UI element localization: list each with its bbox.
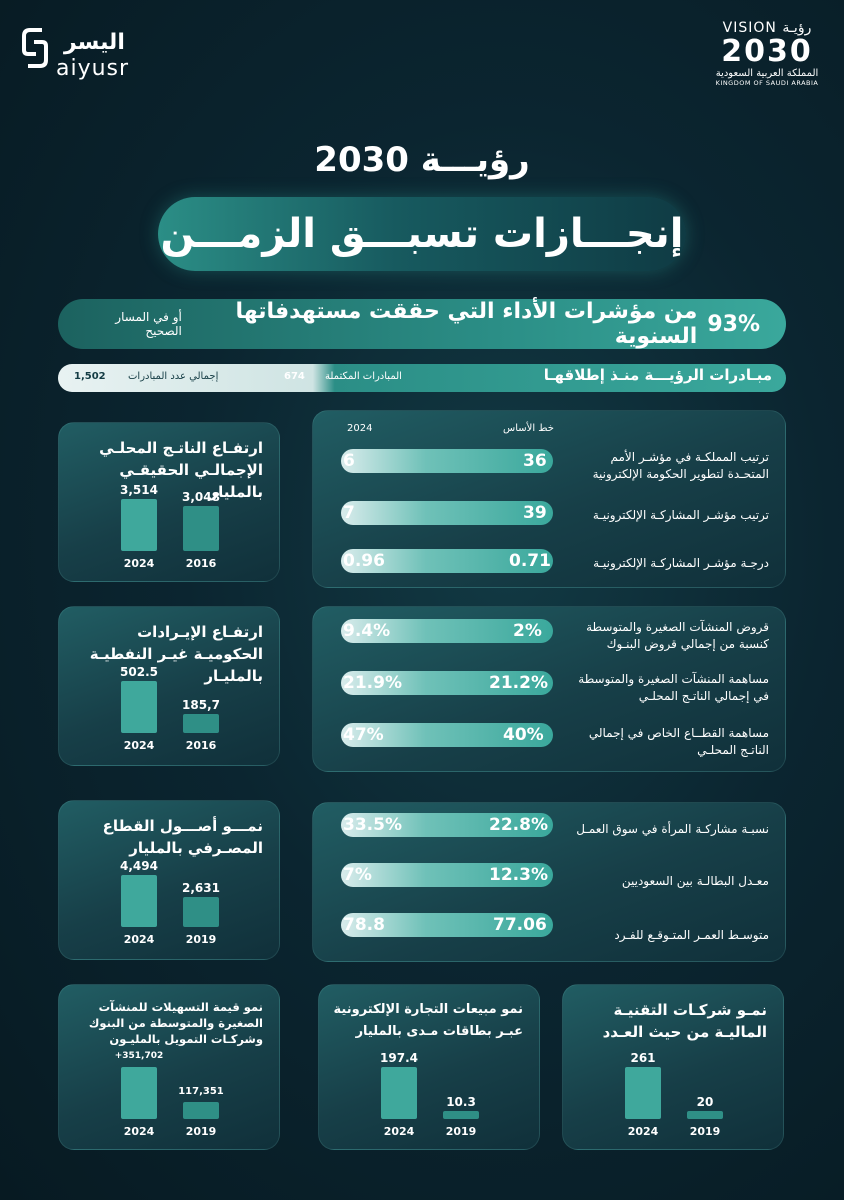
page-title: رؤيـــة 2030 — [314, 140, 530, 180]
card-ecommerce — [318, 984, 540, 1150]
indicator-bar — [341, 501, 553, 525]
indicator-current-value: 21.9% — [343, 673, 402, 693]
indicator-label: متوسـط العمـر المتـوقـع للفـرد — [614, 928, 769, 942]
kpi-text: من مؤشرات الأداء التي حققت مستهدفاتها السنوية — [235, 299, 698, 349]
indicator-label: معـدل البطالـة بين السعوديين — [621, 874, 769, 888]
bar-old — [183, 1102, 219, 1119]
indicator-baseline-value: 39 — [523, 503, 547, 523]
value-new: 502.5 — [120, 665, 158, 679]
indicator-label: درجـة مؤشـر المشاركـة الإلكترونيـة — [593, 556, 769, 570]
value-new: 261 — [630, 1051, 656, 1065]
initiatives-completed-label: المبادرات المكتملة — [325, 371, 402, 382]
bar-old — [183, 714, 219, 733]
value-old: 10.3 — [446, 1095, 476, 1109]
kpi-banner — [58, 299, 786, 349]
year-new: 2024 — [123, 933, 155, 946]
kpi-subtext: أو في المسار الصحيح — [115, 310, 182, 338]
value-old: 2,631 — [182, 880, 220, 895]
card-gdp — [58, 422, 280, 582]
ayusr-arabic-name: اليسر — [64, 30, 125, 55]
indicator-baseline-value: 36 — [523, 451, 547, 471]
vision-year: 2030 — [721, 34, 813, 69]
indicator-baseline-value: 12.3% — [489, 865, 548, 885]
bar-new — [121, 1067, 157, 1119]
initiatives-total-label: إجمالي عدد المبادرات — [128, 371, 219, 382]
year-new: 2024 — [627, 1125, 659, 1138]
indicator-baseline-value: 77.06 — [493, 915, 547, 935]
card-title: نمو قيمة التسهيلات للمنشآت الصغيرة والمتوسطة من البنوك وشركـات التمويل بالمليـون — [88, 1000, 263, 1046]
vision-kingdom-en: KINGDOM OF SAUDI ARABIA — [715, 79, 819, 87]
value-new: +351,702 — [114, 1051, 164, 1061]
card-sme-facilities — [58, 984, 280, 1150]
year-new: 2024 — [383, 1125, 415, 1138]
indicator-bar — [341, 449, 553, 473]
indicator-label: ترتيب مؤشـر المشاركـة الإلكترونيـة — [592, 508, 769, 522]
initiatives-completed-value: 674 — [284, 371, 305, 382]
vision-2030-logo — [712, 20, 822, 100]
card-title: ارتفـاع الناتـج المحلـي الإجمالـي الحقيقـي بالمليار — [99, 439, 263, 501]
value-new: 4,494 — [120, 859, 158, 873]
indicator-baseline-value: 21.2% — [489, 673, 548, 693]
bar-old — [687, 1111, 723, 1119]
bar-old — [183, 506, 219, 551]
ayusr-latin-name: aiyusr — [56, 56, 130, 81]
year-new: 2024 — [123, 557, 155, 570]
indicator-current-value: 7% — [343, 865, 372, 885]
indicator-current-value: 9.4% — [343, 621, 391, 641]
bar-new — [121, 681, 157, 733]
initiatives-title: مبـادرات الرؤيـــة منـذ إطلاقهـا — [543, 366, 772, 384]
year-new: 2024 — [123, 739, 155, 752]
bar-new — [381, 1067, 417, 1119]
vision-kingdom-ar: المملكة العربية السعودية — [715, 68, 819, 79]
bar-old — [183, 897, 219, 927]
value-new: 3,514 — [120, 483, 158, 497]
card-banking-assets — [58, 800, 280, 960]
ayusr-logo — [22, 24, 142, 84]
initiatives-total-value: 1,502 — [74, 371, 106, 382]
year-old: 2016 — [185, 739, 217, 752]
vision-label: VISION رؤيـة — [722, 20, 812, 36]
indicator-current-value: 0.96 — [343, 551, 385, 571]
card-fintech — [562, 984, 784, 1150]
card-revenue — [58, 606, 280, 766]
card-title: نمو مبيعات التجارة الإلكترونية عبـر بطاقات مـدى بالمليار — [333, 1002, 523, 1039]
value-old: 117,351 — [178, 1085, 224, 1097]
value-old: 3,048 — [182, 489, 220, 504]
indicator-baseline-value: 40% — [503, 725, 544, 745]
card-title: ارتفـاع الإيـرادات الحكوميـة غيـر النفطيـة بالمليـار — [89, 623, 263, 685]
indicator-label: نسبـة مشاركـة المرأة في سوق العمـل — [576, 822, 769, 836]
indicators-panel-egov — [312, 410, 786, 588]
indicator-baseline-value: 22.8% — [489, 815, 548, 835]
indicators-panel-economy — [312, 606, 786, 772]
year-old: 2019 — [445, 1125, 477, 1138]
indicator-current-value: 33.5% — [343, 815, 402, 835]
year-old: 2019 — [185, 1125, 217, 1138]
indicator-current-value: 6 — [343, 451, 355, 471]
bar-old — [443, 1111, 479, 1119]
year-old: 2019 — [689, 1125, 721, 1138]
indicator-baseline-value: 2% — [513, 621, 542, 641]
indicator-current-value: 7 — [343, 503, 355, 523]
card-title: نمـــو أصـــول القطاع المصـرفي بالمليار — [102, 817, 263, 857]
year-old: 2019 — [185, 933, 217, 946]
indicator-current-value: 47% — [343, 725, 384, 745]
indicator-baseline-value: 0.71 — [509, 551, 551, 571]
indicators-panel-society — [312, 802, 786, 962]
column-baseline-header: خط الأساس — [503, 423, 554, 434]
value-old: 185,7 — [182, 697, 220, 712]
indicator-current-value: 78.8 — [343, 915, 385, 935]
column-2024-header: 2024 — [347, 423, 373, 434]
year-old: 2016 — [185, 557, 217, 570]
page-subtitle: إنجـــازات تسبـــق الزمـــن — [158, 197, 686, 271]
kpi-percentage: 93% — [707, 311, 760, 337]
bar-new — [625, 1067, 661, 1119]
indicator-label: قروض المنشآت الصغيرة والمتوسطة كنسبة من إجمالي قروض البنـوك — [586, 620, 769, 651]
year-new: 2024 — [123, 1125, 155, 1138]
value-new: 197.4 — [380, 1051, 418, 1065]
indicator-label: مساهمة المنشآت الصغيرة والمتوسطة في إجمالي الناتـج المحلـي — [578, 672, 769, 703]
value-old: 20 — [696, 1095, 714, 1109]
indicator-label: مساهمة القطــاع الخاص في إجمالي الناتـج المحلـي — [588, 726, 769, 757]
bar-new — [121, 499, 157, 551]
ayusr-mark-icon — [22, 28, 48, 68]
bar-new — [121, 875, 157, 927]
card-title: نمـو شركـات التقنيـة الماليـة من حيث العـدد — [602, 1001, 767, 1041]
indicator-label: ترتيب المملكـة في مؤشـر الأمم المتحـدة لتطوير الحكومة الإلكترونية — [592, 450, 769, 481]
